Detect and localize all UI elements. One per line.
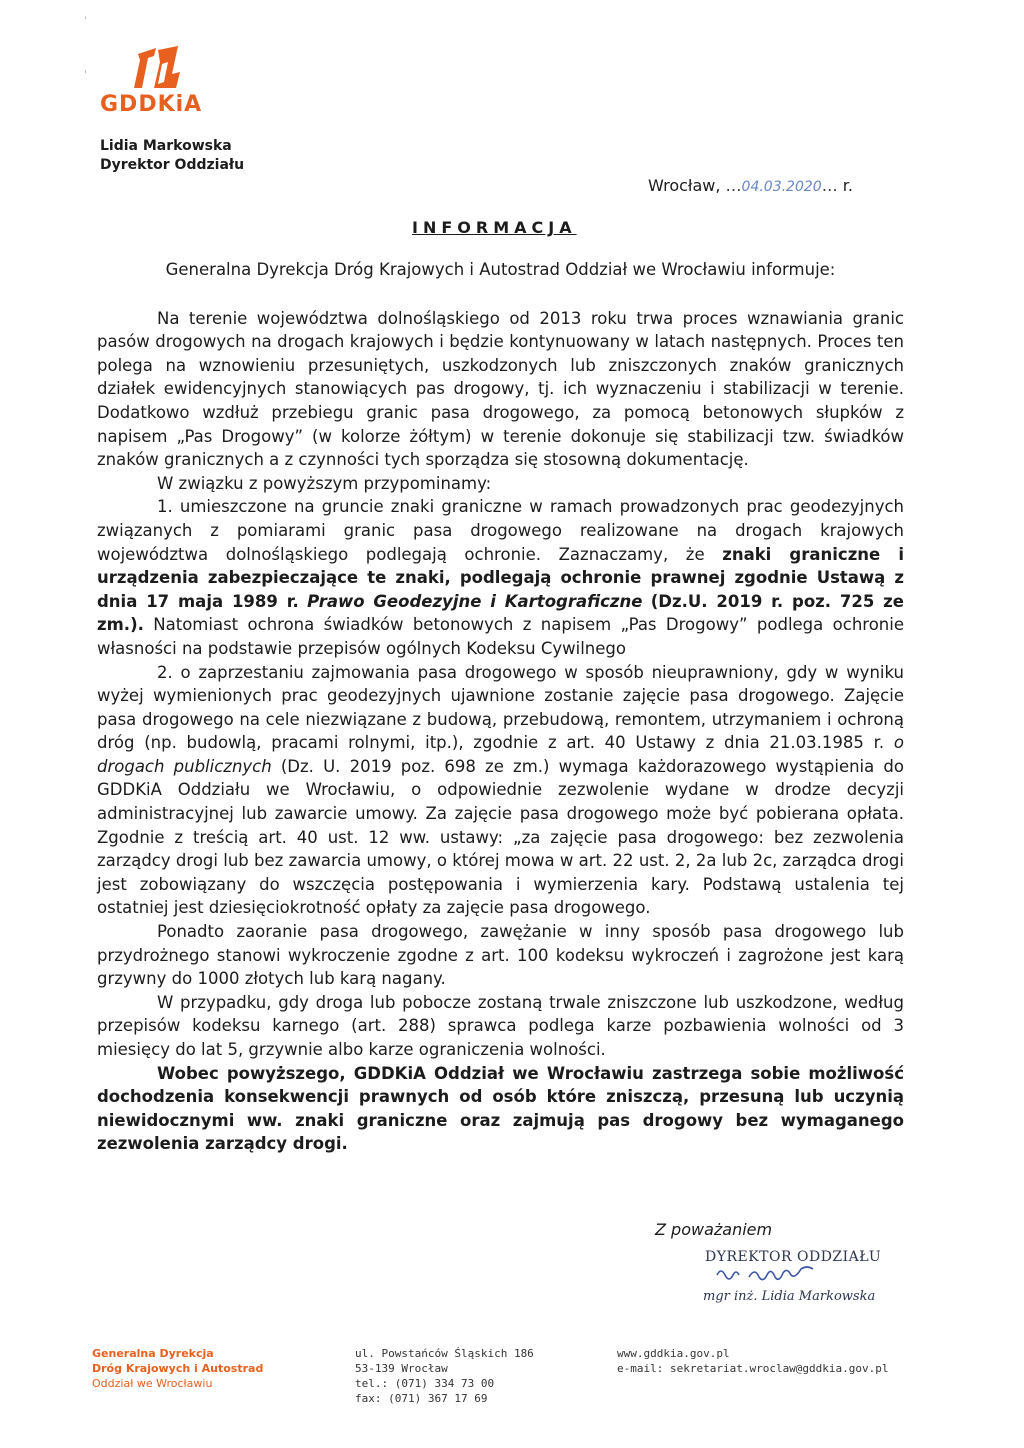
footer-contact	[617, 1346, 889, 1376]
item2-text: 2. o zaprzestaniu zajmowania pasa drogowego w sposób nieuprawniony, gdy w wyniku wyżej wymienionych prac geodezyjnych ujawnione zostanie zajęcie pasa drogowego. Zajęcie pasa drogowego na cele niezwiązane z budową, przebudową, remontem, utrzymaniem i ochroną dróg (np. budowlą, pracami rolnymi, itp.), zgodnie z art. 40 Ustawy z dnia 21.03.1985 r.	[97, 662, 904, 753]
paragraph-conclusion: Wobec powyższego, GDDKiA Oddział we Wrocławiu zastrzega sobie możliwość dochodzenia konsekwencji prawnych od osób które zniszczą, przesuną lub uczynią niewidocznymi ww. znaki graniczne oraz zajmują pas drogowy bez wymaganego zezwolenia zarządcy drogi.	[97, 1063, 904, 1154]
item2-law-title: o drogach publicznych	[97, 733, 905, 776]
item1-citation: (Dz.U. 2019 r. poz. 725 ze zm.).	[97, 591, 904, 635]
closing-greeting: Z poważaniem	[655, 1220, 773, 1239]
item1-law-title: Prawo Geodezyjne i Kartograficzne	[307, 591, 643, 611]
stamp-name: mgr inż. Lidia Markowska	[703, 1289, 876, 1304]
item2-tail: (Dz. U. 2019 poz. 698 ze zm.) wymaga każdorazowego wystąpienia do GDDKiA Oddziału we Wrocławiu, o odpowiednie zezwolenie wydane w drodze decyzji administracyjnej lub zawarcie umowy. Za zajęcie pasa drogowego może być pobierana opłata. Zgodnie z treścią art. 40 ust. 12 ww. ustawy: „za zajęcie pasa drogowego: bez zezwolenia zarządcy drogi lub bez zawarcia umowy, o której mowa w art. 22 ust. 2, 2a lub 2c, zarządca drogi jest zobowiązany do wszczęcia postępowania i wymierzenia kary. Podstawą ustalenia tej ostatniej jest dziesięciokrotność opłaty za zajęcie pasa drogowego.	[97, 756, 904, 918]
footer-org-line: Generalna Dyrekcja	[92, 1347, 214, 1360]
handwritten-signature	[715, 1263, 825, 1283]
item1-text: 1. umieszczone na gruncie znaki graniczne w ramach prowadzonych prac geodezyjnych związanych z pomiarami granic pasa drogowego realizowane na drogach krajowych województwa dolnośląskiego podlegają ochronie. Zaznaczamy, że	[97, 497, 904, 564]
footer-fax: fax: (071) 367 17 69	[355, 1392, 488, 1405]
list-item-2	[97, 661, 904, 921]
footer-org-line: Dróg Krajowych i Autostrad	[92, 1362, 264, 1375]
paragraph-reminder: W związku z powyższym przypominamy:	[157, 473, 492, 493]
gddkia-logo	[100, 46, 220, 117]
sender-name: Lidia Markowska	[100, 138, 232, 154]
place-label: Wrocław,	[648, 176, 721, 195]
gddkia-emblem-icon	[134, 46, 184, 90]
lead-paragraph: Generalna Dyrekcja Dróg Krajowych i Autostrad Oddział we Wrocławiu informuje:	[165, 260, 836, 279]
handwritten-date: 04.03.2020	[741, 179, 822, 195]
footer-phone: tel.: (071) 334 73 00	[355, 1377, 495, 1390]
list-item-1	[97, 495, 904, 660]
date-suffix: r.	[842, 176, 853, 195]
footer-organization	[92, 1346, 263, 1391]
footer-street: ul. Powstańców Śląskich 186	[355, 1347, 534, 1360]
paragraph-penalty: W przypadku, gdy droga lub pobocze zostaną trwale zniszczone lub uszkodzone, według przepisów kodeksu karnego (art. 288) sprawca podlega karze pozbawienia wolności od 3 miesięcy do lat 5, grzywnie albo karze ograniczenia wolności.	[97, 992, 904, 1059]
stamp-title: DYREKTOR ODDZIAŁU	[705, 1249, 882, 1265]
logo-text: GDDKiA	[100, 92, 203, 117]
document-body	[97, 258, 904, 1156]
document-title: INFORMACJA	[412, 218, 577, 237]
margin-mark: ˈ	[84, 70, 87, 81]
footer-address	[355, 1346, 534, 1406]
footer-org-branch: Oddział we Wrocławiu	[92, 1377, 213, 1390]
margin-mark: ˈ	[84, 16, 87, 27]
paragraph-offense: Ponadto zaoranie pasa drogowego, zawężanie w inny sposób pasa drogowego lub przydrożnego stanowi wykroczenie zgodne z art. 100 kodeksu wykroczeń i zagrożone jest karą grzywny do 1000 złotych lub karą nagany.	[97, 922, 904, 989]
footer-city: 53-139 Wrocław	[355, 1362, 448, 1375]
sender-block	[100, 137, 244, 175]
item1-tail: Natomiast ochrona świadków betonowych z napisem „Pas Drogowy” podlega ochronie własności na podstawie przepisów ogólnych Kodeksu Cywilnego	[97, 615, 904, 658]
place-date: Wrocław, …04.03.2020… r.	[648, 176, 853, 195]
footer-website-link[interactable]: www.gddkia.gov.pl	[617, 1347, 730, 1360]
signature-block	[655, 1220, 895, 1304]
paragraph-intro: Na terenie województwa dolnośląskiego od 2013 roku trwa proces wznawiania granic pasów drogowych na drogach krajowych i będzie kontynuowany w latach następnych. Proces ten polega na wznowieniu przesuniętych, uszkodzonych lub zniszczonych znaków granicznych działek ewidencyjnych stanowiących pas drogowy, tj. ich wyznaczeniu i stabilizacji w terenie. Dodatkowo wzdłuż przebiegu granic pasa drogowego, za pomocą betonowych słupków z napisem „Pas Drogowy” (w kolorze żółtym) w terenie dokonuje się stabilizacji tzw. świadków znaków granicznych a z czynności tych sporządza się stosowną dokumentację.	[97, 308, 904, 470]
footer-email-link[interactable]: e-mail: sekretariat.wroclaw@gddkia.gov.pl	[617, 1362, 889, 1375]
sender-title: Dyrektor Oddziału	[100, 157, 245, 173]
item1-bold: znaki graniczne i urządzenia zabezpieczające te znaki, podlegają ochronie prawnej zgodnie Ustawą z dnia 17 maja 1989 r.	[97, 544, 904, 611]
